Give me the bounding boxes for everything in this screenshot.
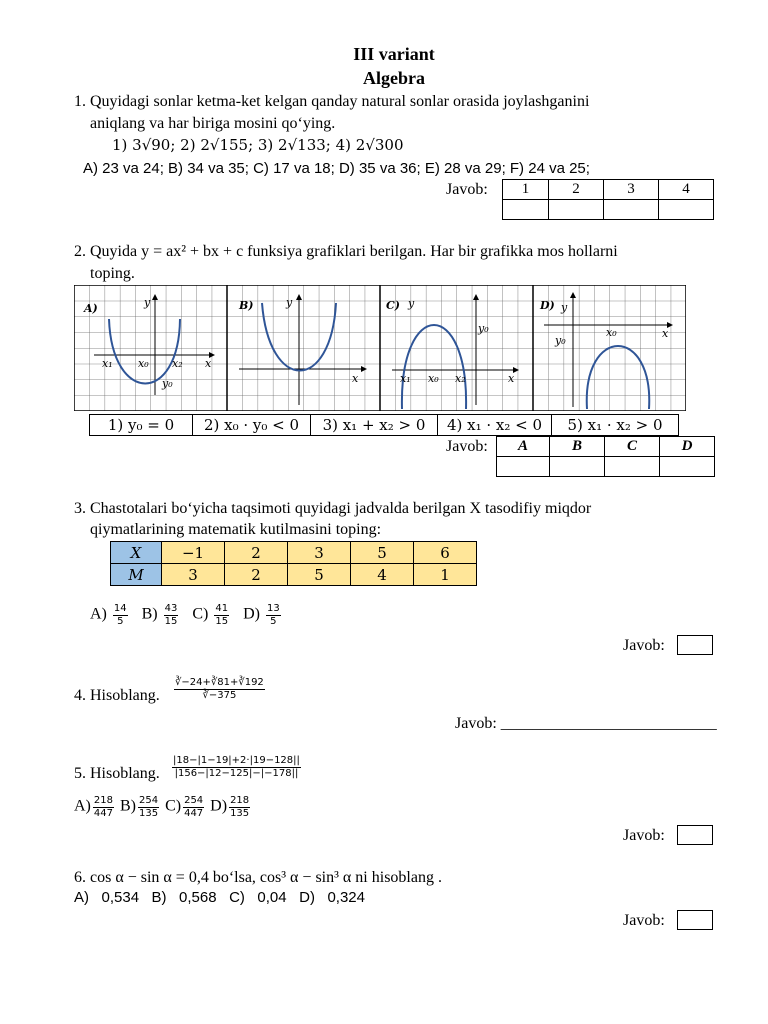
condition-4: 4) x₁ · x₂ < 0: [438, 415, 552, 436]
q3-option-label: D): [243, 605, 260, 623]
graph-b-axis-x: x: [352, 372, 359, 385]
q4-text: 4. Hisoblang.: [74, 687, 160, 704]
x-value: −1: [162, 542, 225, 564]
q5-option-label: D): [210, 797, 228, 815]
m-row-header: M: [111, 564, 162, 586]
q2-answer-cell[interactable]: [550, 457, 605, 477]
q2-graphs: [74, 285, 686, 411]
graph-d-x0: x₀: [606, 326, 617, 339]
q1-answer-table: [502, 179, 714, 220]
graph-a-y0: y₀: [162, 377, 173, 390]
q6-answer-label: Javob:: [623, 912, 665, 929]
q5-text: 5. Hisoblang.: [74, 765, 160, 782]
q2-text-line1: 2. Quyida y = ax² + bx + c funksiya grafiklari berilgan. Har bir grafikka mos hollarni: [74, 243, 618, 260]
q5-option-label: A): [74, 797, 91, 815]
q2-answer-header: D: [660, 437, 715, 457]
graph-d-label: D): [540, 299, 555, 312]
q3-option-label: C): [192, 605, 209, 623]
q5-options: [74, 795, 252, 819]
q3-options: [90, 603, 283, 627]
m-value: 1: [414, 564, 477, 586]
q2-answer-table: [496, 436, 715, 477]
q5-option-fraction: $\frac{218}{135}$: [230, 795, 250, 819]
q5-numerator: |18−|1−19|+2·|19−128||: [173, 755, 300, 766]
m-value: 2: [225, 564, 288, 586]
x-value: 5: [351, 542, 414, 564]
graph-a-x2: x₂: [172, 357, 183, 370]
q2-conditions: [89, 414, 679, 436]
graph-d-y0: y₀: [555, 334, 566, 347]
q1-answer-cell[interactable]: [659, 200, 714, 220]
graph-c-x2: x₂: [455, 372, 466, 385]
graph-b-label: B): [239, 299, 254, 312]
q3-option-label: A): [90, 605, 107, 623]
q5-answer-box[interactable]: [677, 825, 713, 845]
x-value: 6: [414, 542, 477, 564]
m-value: 4: [351, 564, 414, 586]
q3-text-line2: qiymatlarining matematik kutilmasini toping:: [90, 521, 382, 538]
graph-a-label: A): [84, 302, 98, 315]
q2-answer-cell[interactable]: [660, 457, 715, 477]
graph-a-axis-y: y: [144, 296, 151, 309]
q3-text-line1: 3. Chastotalari bo‘yicha taqsimoti quyidagi jadvalda berilgan X tasodifiy miqdor: [74, 500, 592, 517]
q1-answer-header: 1: [503, 180, 549, 200]
condition-1: 1) y₀ = 0: [90, 415, 193, 436]
graph-a-x1: x₁: [102, 357, 113, 370]
condition-2: 2) x₀ · y₀ < 0: [193, 415, 311, 436]
q5-option-fraction: $\frac{254}{135}$: [138, 795, 159, 819]
q2-answer-cell[interactable]: [605, 457, 660, 477]
graph-a-axis-x: x: [205, 357, 212, 370]
graph-c-axis-x: x: [508, 372, 515, 385]
q5-option-label: C): [165, 797, 182, 815]
q4-fraction: [172, 677, 267, 701]
q2-answer-header: C: [605, 437, 660, 457]
variant-title: III variant: [353, 44, 435, 64]
q2-answer-cell[interactable]: [497, 457, 550, 477]
q5-option-fraction: $\frac{254}{447}$: [184, 795, 204, 819]
q3-option-fraction: $\frac{13}{5}$: [266, 603, 280, 627]
q1-text-line2: aniqlang va har biriga mosini qo‘ying.: [90, 115, 336, 132]
q1-answer-header: 2: [549, 180, 604, 200]
q1-answer-cell[interactable]: [604, 200, 659, 220]
q3-option-label: B): [141, 605, 158, 623]
q6-text: 6. cos α − sin α = 0,4 bo‘lsa, cos³ α − sin³ α ni hisoblang .: [74, 869, 442, 886]
q5-denominator: |156−|12−125|−|−178||: [174, 767, 299, 779]
graph-b-axis-y: y: [286, 296, 293, 309]
q5-option-label: B): [119, 797, 136, 815]
graph-d-axis-x: x: [662, 327, 669, 340]
q1-answer-label: Javob:: [446, 181, 488, 198]
q3-answer-label: Javob:: [623, 637, 665, 654]
condition-5: 5) x₁ · x₂ > 0: [552, 415, 679, 436]
q1-items: 1) 3√90; 2) 2√155; 3) 2√133; 4) 2√300: [112, 136, 404, 154]
m-value: 3: [162, 564, 225, 586]
q5-option-fraction: $\frac{218}{447}$: [93, 795, 113, 819]
q2-answer-header: A: [497, 437, 550, 457]
subject-title: Algebra: [363, 68, 425, 88]
graph-d-axis-y: y: [561, 301, 568, 314]
q3-option-fraction: $\frac{43}{15}$: [164, 603, 178, 627]
q5-fraction: [170, 755, 303, 779]
q3-answer-box[interactable]: [677, 635, 713, 655]
q3-option-fraction: $\frac{14}{5}$: [113, 603, 127, 627]
x-row-header: X: [111, 542, 162, 564]
q2-text-line2: toping.: [90, 265, 135, 282]
x-value: 2: [225, 542, 288, 564]
q1-answer-cell[interactable]: [503, 200, 549, 220]
q1-answer-cell[interactable]: [549, 200, 604, 220]
q6-options: A) 0,534 B) 0,568 C) 0,04 D) 0,324: [74, 889, 365, 906]
q3-option-fraction: $\frac{41}{15}$: [215, 603, 229, 627]
q1-options: A) 23 va 24; B) 34 va 35; C) 17 va 18; D) 35 va 36; E) 28 va 29; F) 24 va 25;: [83, 160, 590, 177]
graph-a-x0: x₀: [138, 357, 149, 370]
graph-c-label: C): [386, 299, 400, 312]
q1-text-line1: 1. Quyidagi sonlar ketma-ket kelgan qanday natural sonlar orasida joylashganini: [74, 93, 590, 110]
q4-answer-label: Javob: ___________________________: [455, 715, 717, 732]
graph-c-y0: y₀: [478, 322, 489, 335]
q4-numerator: ∛−24+∛81+∛192: [175, 677, 264, 688]
m-value: 5: [288, 564, 351, 586]
q6-answer-box[interactable]: [677, 910, 713, 930]
graph-c-axis-y: y: [408, 297, 415, 310]
q2-answer-header: B: [550, 437, 605, 457]
x-value: 3: [288, 542, 351, 564]
q5-answer-label: Javob:: [623, 827, 665, 844]
q3-distribution-table: [110, 541, 477, 586]
graph-c-x1: x₁: [400, 372, 411, 385]
q1-answer-header: 4: [659, 180, 714, 200]
q2-answer-label: Javob:: [446, 438, 488, 455]
graph-c-x0: x₀: [428, 372, 439, 385]
q4-denominator: ∛−375: [202, 689, 237, 701]
q1-answer-header: 3: [604, 180, 659, 200]
condition-3: 3) x₁ + x₂ > 0: [311, 415, 438, 436]
